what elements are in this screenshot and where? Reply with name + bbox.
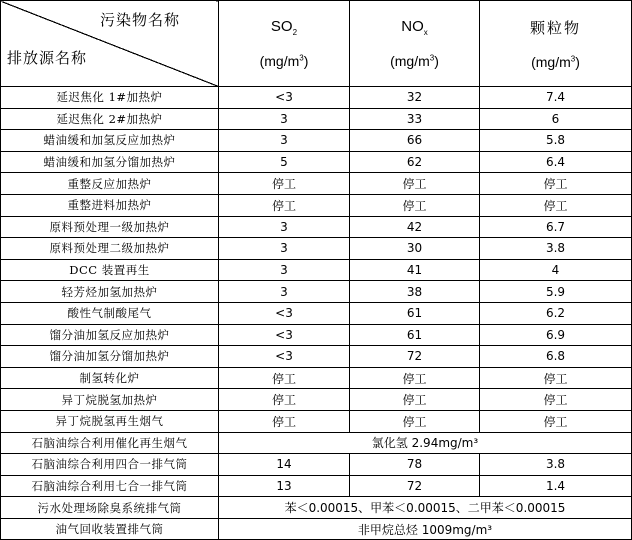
so2-value-cell: <3	[219, 302, 350, 324]
so2-header-name: $SO_2$	[270, 18, 298, 37]
pm-value-cell: 停工	[480, 389, 632, 411]
nox-value-cell: 38	[350, 281, 480, 303]
table-row	[1, 410, 632, 432]
source-name-cell: 蜡油缓和加氢分馏加热炉	[1, 151, 219, 173]
so2-header-unit: $(mg/m^3)$	[259, 53, 309, 69]
nox-value-cell: 66	[350, 130, 480, 152]
merged-value-cell: 非甲烷总烃 1009mg/m³	[219, 518, 632, 540]
table-row	[1, 432, 632, 454]
pm-value-cell: 6.7	[480, 216, 632, 238]
table-row	[1, 281, 632, 303]
pm-value-cell: 6	[480, 108, 632, 130]
nox-value-cell: 停工	[350, 410, 480, 432]
so2-value-cell: 14	[219, 454, 350, 476]
source-name-cell: 原料预处理一级加热炉	[1, 216, 219, 238]
so2-value-cell: 13	[219, 475, 350, 497]
source-name-cell: DCC 装置再生	[1, 259, 219, 281]
table-row	[1, 194, 632, 216]
so2-value-cell: 停工	[219, 410, 350, 432]
table-row	[1, 475, 632, 497]
nox-header-name: $NO_x$	[401, 18, 428, 37]
nox-value-cell: 72	[350, 346, 480, 368]
table-row	[1, 497, 632, 519]
so2-value-cell: 3	[219, 216, 350, 238]
nox-value-cell: 61	[350, 324, 480, 346]
pm-value-cell: 3.8	[480, 454, 632, 476]
so2-value-cell: 停工	[219, 389, 350, 411]
nox-header-cell	[350, 1, 480, 87]
pm-value-cell: 6.9	[480, 324, 632, 346]
pm-header-unit: $(mg/m^3)$	[531, 54, 580, 70]
table-row	[1, 173, 632, 195]
so2-value-cell: 停工	[219, 173, 350, 195]
source-name-cell: 制氢转化炉	[1, 367, 219, 389]
so2-value-cell: <3	[219, 346, 350, 368]
pm-header-name: 颗粒物	[529, 19, 581, 37]
pm-header-cell	[480, 1, 632, 87]
so2-value-cell: 3	[219, 130, 350, 152]
table-row	[1, 346, 632, 368]
nox-value-cell: 停工	[350, 367, 480, 389]
nox-value-cell: 30	[350, 238, 480, 260]
pm-value-cell: 停工	[480, 410, 632, 432]
pm-value-cell: 停工	[480, 173, 632, 195]
source-name-cell: 蜡油缓和加氢反应加热炉	[1, 130, 219, 152]
pm-value-cell: 5.8	[480, 130, 632, 152]
source-name-cell: 异丁烷脱氢加热炉	[1, 389, 219, 411]
source-name-cell: 馏分油加氢分馏加热炉	[1, 346, 219, 368]
table-row	[1, 87, 632, 109]
table-row	[1, 367, 632, 389]
table-row	[1, 302, 632, 324]
pm-value-cell: 1.4	[480, 475, 632, 497]
table-row	[1, 454, 632, 476]
source-name-cell: 污水处理场除臭系统排气筒	[1, 497, 219, 519]
so2-value-cell: <3	[219, 87, 350, 109]
so2-header-cell	[219, 1, 350, 87]
merged-value-cell: 氯化氢 2.94mg/m³	[219, 432, 632, 454]
table-row	[1, 238, 632, 260]
so2-value-cell: 5	[219, 151, 350, 173]
pollutant-name-label: 污染物名称	[99, 11, 180, 29]
corner-header-cell	[1, 1, 219, 87]
nox-value-cell: 61	[350, 302, 480, 324]
so2-value-cell: 停工	[219, 194, 350, 216]
pm-value-cell: 5.9	[480, 281, 632, 303]
source-name-cell: 原料预处理二级加热炉	[1, 238, 219, 260]
source-name-cell: 延迟焦化 1#加热炉	[1, 87, 219, 109]
source-name-cell: 油气回收装置排气筒	[1, 518, 219, 540]
source-name-cell: 石脑油综合利用催化再生烟气	[1, 432, 219, 454]
nox-value-cell: 78	[350, 454, 480, 476]
pm-value-cell: 6.4	[480, 151, 632, 173]
table-row	[1, 151, 632, 173]
pm-value-cell: 停工	[480, 367, 632, 389]
header-row	[1, 1, 632, 87]
nox-value-cell: 停工	[350, 173, 480, 195]
so2-value-cell: 停工	[219, 367, 350, 389]
pm-value-cell: 3.8	[480, 238, 632, 260]
table-row	[1, 324, 632, 346]
source-name-cell: 酸性气制酸尾气	[1, 302, 219, 324]
so2-value-cell: 3	[219, 259, 350, 281]
merged-value-cell: 苯＜0.00015、甲苯＜0.00015、二甲苯＜0.00015	[219, 497, 632, 519]
table-row	[1, 216, 632, 238]
table-row	[1, 108, 632, 130]
source-name-cell: 延迟焦化 2#加热炉	[1, 108, 219, 130]
table-row	[1, 389, 632, 411]
pm-value-cell: 6.2	[480, 302, 632, 324]
so2-value-cell: <3	[219, 324, 350, 346]
pm-value-cell: 6.8	[480, 346, 632, 368]
so2-value-cell: 3	[219, 238, 350, 260]
nox-value-cell: 42	[350, 216, 480, 238]
source-name-label: 排放源名称	[7, 49, 88, 67]
nox-header-unit: $(mg/m^3)$	[390, 53, 439, 69]
source-name-cell: 馏分油加氢反应加热炉	[1, 324, 219, 346]
nox-value-cell: 62	[350, 151, 480, 173]
source-name-cell: 轻芳烃加氢加热炉	[1, 281, 219, 303]
nox-value-cell: 33	[350, 108, 480, 130]
source-name-cell: 重整反应加热炉	[1, 173, 219, 195]
pm-value-cell: 7.4	[480, 87, 632, 109]
table-row	[1, 130, 632, 152]
source-name-cell: 石脑油综合利用四合一排气筒	[1, 454, 219, 476]
source-name-cell: 异丁烷脱氢再生烟气	[1, 410, 219, 432]
so2-value-cell: 3	[219, 281, 350, 303]
table-row	[1, 259, 632, 281]
nox-value-cell: 72	[350, 475, 480, 497]
source-name-cell: 石脑油综合利用七合一排气筒	[1, 475, 219, 497]
source-name-cell: 重整进料加热炉	[1, 194, 219, 216]
nox-value-cell: 停工	[350, 389, 480, 411]
nox-value-cell: 32	[350, 87, 480, 109]
so2-value-cell: 3	[219, 108, 350, 130]
nox-value-cell: 41	[350, 259, 480, 281]
pm-value-cell: 4	[480, 259, 632, 281]
pm-value-cell: 停工	[480, 194, 632, 216]
nox-value-cell: 停工	[350, 194, 480, 216]
